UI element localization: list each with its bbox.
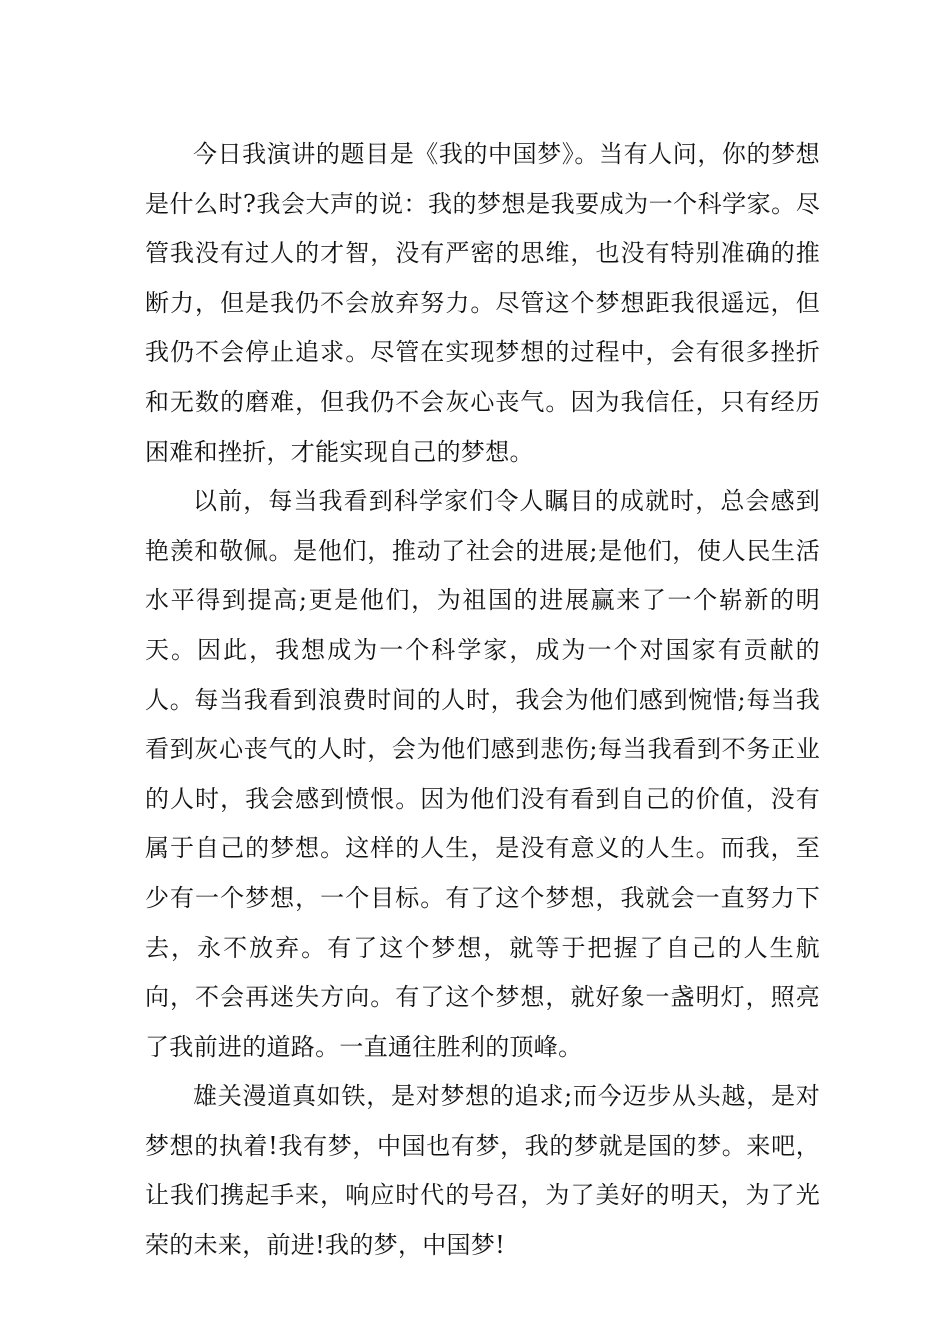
document-body <box>145 130 820 1271</box>
paragraph-3: 雄关漫道真如铁，是对梦想的追求;而今迈步从头越，是对梦想的执着!我有梦，中国也有梦，我的梦就是国的梦。来吧，让我们携起手来，响应时代的号召，为了美好的明天，为了光荣的未来，前进!我的梦，中国梦! <box>145 1082 820 1260</box>
paragraph-1: 今日我演讲的题目是《我的中国梦》。当有人问，你的梦想是什么时?我会大声的说：我的梦想是我要成为一个科学家。尽管我没有过人的才智，没有严密的思维，也没有特别准确的推断力，但是我仍不会放弃努力。尽管这个梦想距我很遥远，但我仍不会停止追求。尽管在实现梦想的过程中，会有很多挫折和无数的磨难，但我仍不会灰心丧气。因为我信任，只有经历困难和挫折，才能实现自己的梦想。 <box>145 140 820 466</box>
paragraph-2: 以前，每当我看到科学家们令人瞩目的成就时，总会感到艳羡和敬佩。是他们，推动了社会的进展;是他们，使人民生活水平得到提高;更是他们，为祖国的进展赢来了一个崭新的明天。因此，我想成为一个科学家，成为一个对国家有贡献的人。每当我看到浪费时间的人时，我会为他们感到惋惜;每当我看到灰心丧气的人时，会为他们感到悲伤;每当我看到不务正业的人时，我会感到愤恨。因为他们没有看到自己的价值，没有属于自己的梦想。这样的人生，是没有意义的人生。而我，至少有一个梦想，一个目标。有了这个梦想，我就会一直努力下去，永不放弃。有了这个梦想，就等于把握了自己的人生航向，不会再迷失方向。有了这个梦想，就好象一盏明灯，照亮了我前进的道路。一直通往胜利的顶峰。 <box>145 487 820 1061</box>
